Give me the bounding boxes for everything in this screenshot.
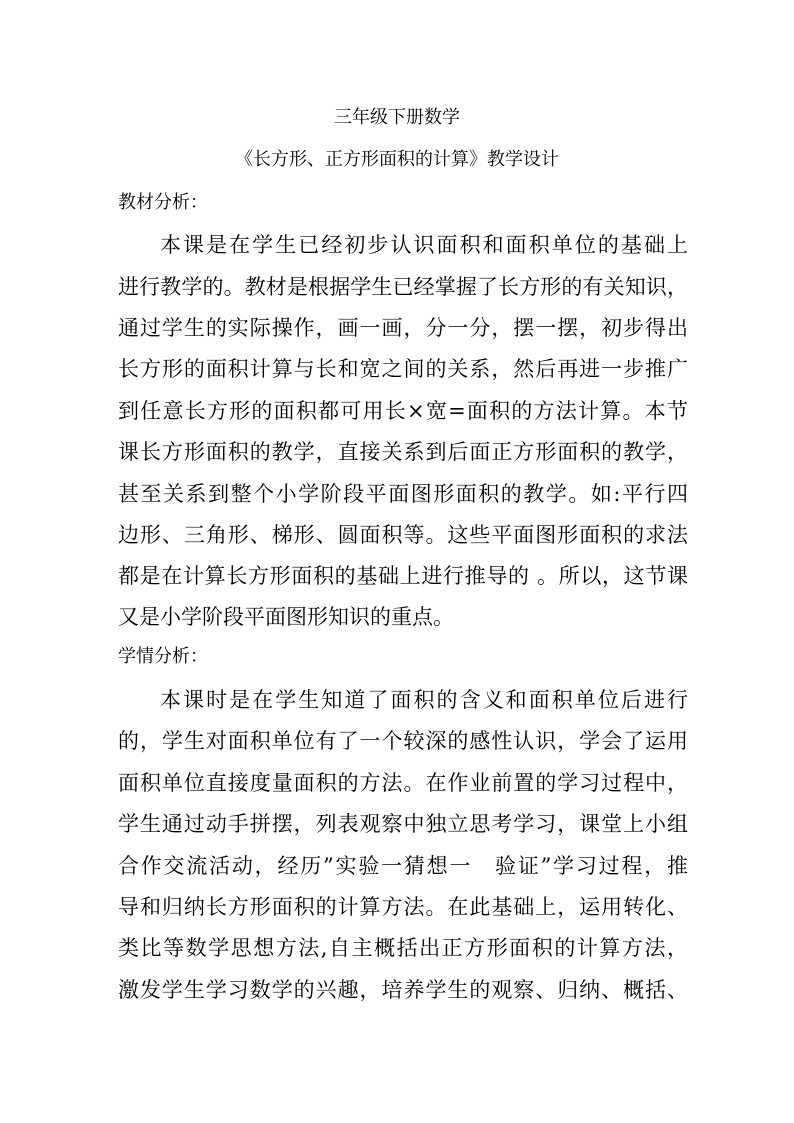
paragraph-line: 的，学生对面积单位有了一个较深的感性认识，学会了运用 [118,729,688,753]
paragraph-line: 甚至关系到整个小学阶段平面图形面积的教学。如:平行四 [118,482,688,506]
section-heading-textbook-analysis: 教材分析： [118,192,208,213]
paragraph-line: 学生通过动手拼摆，列表观察中独立思考学习，课堂上小组 [118,812,688,836]
paragraph-line: 合作交流活动，经历”实验一猜想一 验证”学习过程，推 [118,854,688,878]
paragraph-line: 本课是在学生已经初步认识面积和面积单位的基础上 [160,233,688,257]
paragraph-line: 本课时是在学生知道了面积的含义和面积单位后进行 [160,688,688,712]
paragraph-line: 通过学生的实际操作，画一画，分一分，摆一摆，初步得出 [118,316,688,340]
document-title: 三年级下册数学 [334,107,460,128]
section-heading-student-analysis: 学情分析： [118,646,208,667]
paragraph-line: 进行教学的。教材是根据学生已经掌握了长方形的有关知识， [118,275,688,299]
paragraph-line: 课长方形面积的教学，直接关系到后面正方形面积的教学， [118,440,688,464]
paragraph-line: 面积单位直接度量面积的方法。在作业前置的学习过程中， [118,771,688,795]
paragraph-line: 边形、三角形、梯形、圆面积等。这些平面图形面积的求法 [118,523,688,547]
paragraph-line: 激发学生学习数学的兴趣，培养学生的观察、归纳、概括、 [118,978,688,1002]
paragraph-line: 又是小学阶段平面图形知识的重点。 [118,605,454,629]
document-subtitle: 《长方形、正方形面积的计算》教学设计 [235,149,559,170]
paragraph-line: 到任意长方形的面积都可用长×宽=面积的方法计算。本节 [118,399,688,423]
paragraph-line: 都是在计算长方形面积的基础上进行推导的 。所以，这节课 [118,564,688,588]
paragraph-line: 长方形的面积计算与长和宽之间的关系，然后再进一步推广 [118,357,688,381]
paragraph-line: 导和归纳长方形面积的计算方法。在此基础上，运用转化、 [118,895,688,919]
paragraph-line: 类比等数学思想方法,自主概括出正方形面积的计算方法， [118,936,688,960]
